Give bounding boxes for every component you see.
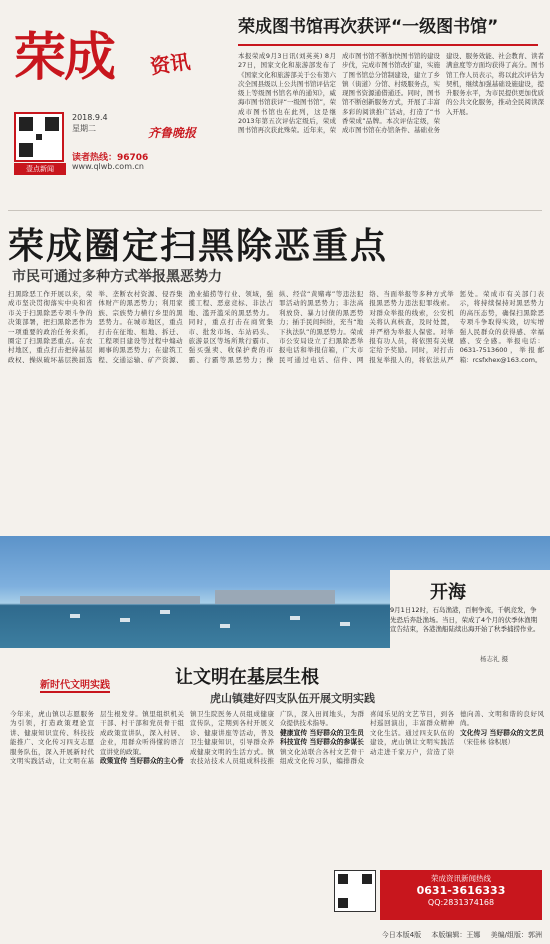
main-subheadline: 市民可通过多种方式举报黑恶势力: [12, 269, 222, 285]
boat: [70, 614, 80, 618]
boat: [220, 624, 230, 628]
boat: [120, 618, 130, 622]
ad-phone: 0631-3616333: [416, 884, 506, 897]
photo-headline: 开海: [430, 582, 466, 603]
top-article-headline: 荣成图书馆再次获评“一级图书馆”: [238, 17, 499, 37]
ad-title: 荣成资讯新闻热线: [431, 874, 491, 883]
news-hotline-ad: [380, 870, 542, 920]
brand-logo: 荣成: [14, 27, 115, 88]
footer-pages: 今日本版4版: [381, 931, 422, 939]
brand-sub-logo: 资讯: [148, 49, 192, 79]
footer-designer: 美编/组版：郭洲: [490, 931, 542, 939]
date: 2018.9.4: [72, 113, 108, 122]
culture-credit: （宋佳林 徐积展）: [460, 738, 515, 747]
section-heading-1: 政策宣传 当好群众的主心骨: [100, 757, 184, 766]
culture-subheadline: 虎山镇建好四支队伍开展文明实践: [210, 692, 375, 705]
skyline: [20, 596, 200, 604]
photo-credit: 杨志礼 摄: [480, 655, 509, 663]
qr-tag: 壹点新闻: [14, 163, 66, 175]
qr-code-icon: [334, 870, 376, 912]
ad-qq: QQ:2831374168: [427, 898, 495, 907]
top-article-body: 本报荣成9月3日讯(刘英英) 8月27日，国家文化和旅游部发布了《国家文化和旅游部关于公布第六次全国县级以上公共图书馆评估定级上等级图书馆名单的通知》，威海市图书馆获评“一级图书馆”，荣成市图书馆也在此列，这是继2013年第五次评估定级后，荣成图书馆再次获此殊荣。近年来，荣成市图书馆不断加快图书馆的建设步伐，完成市图书馆改扩建，实施了图书馆总分馆制建设，建立了乡镇（街道）分馆、村级服务点，实现图书资源通借通还。同时，图书馆不断创新服务方式，开展了丰富多彩的阅读推广活动，打造了“书香荣成”品牌。本次评估定级，荣成市图书馆在办馆条件、基础业务建设、服务效能、社会教育、读者满意度等方面均获得了高分。图书馆工作人员表示，将以此次评估为契机，继续加强基础设施建设，提升服务水平，为市民提供更加优质的公共文化服务，推动全民阅读深入开展。: [238, 52, 544, 135]
page-footer: [0, 926, 550, 944]
press-logo: 齐鲁晚报: [148, 126, 197, 140]
section-tag: 新时代文明实践: [40, 676, 110, 693]
boat: [160, 610, 170, 614]
skyline: [215, 590, 335, 604]
footer-editor: 本版编辑：王娜: [431, 931, 481, 939]
main-headline: 荣成圈定扫黑除恶重点: [8, 225, 389, 267]
divider: [8, 210, 542, 211]
culture-body-1: 今年来，虎山镇以志愿服务为引领，打造政策理论宣讲、健康知识宣传、科技技能推广、文化传习四支志愿服务队伍，深入开展新时代文明实践活动，让文明在基层生根发芽。镇里组织机关干部、村干部和党员骨干组成政策宣讲队，深入村居、企业，用群众听得懂的语言宣讲党的政策。: [10, 710, 184, 766]
qr-code-icon: [14, 112, 64, 162]
photo-caption: 9月1日12时，石岛渔港，百舸争流，千帆竞发，争先恐后奔赴渔场。当日，荣成了4个月的伏季休渔期宣告结束，各港渔船陆续出海开始了秋季捕捞作业。: [390, 606, 540, 634]
boat: [340, 622, 350, 626]
culture-headline: 让文明在基层生根: [175, 667, 319, 688]
weekday: 星期二: [72, 124, 96, 133]
section-heading-3: 科技宣传 当好群众的参谋长: [280, 738, 364, 747]
boat: [290, 616, 300, 620]
culture-body-2: 镇卫生院医务人员组成健康宣传队，定期到各村开展义诊、健康讲座等活动，普及卫生健康知识，引导群众养成健康文明的生活方式。镇农技站技术人员组成科技推广队，深入田间地头，为群众提供技术指导。: [190, 710, 364, 766]
culture-body-3: 镇文化站联合各村文艺骨干组成文化传习队，编排群众喜闻乐见的文艺节目，到各村巡回演出，丰富群众精神文化生活。通过四支队伍的建设，虎山镇让文明实践活动走进千家万户，营造了崇德向善、文明和谐的良好风尚。: [280, 710, 544, 766]
main-article-body: 扫黑除恶工作开展以来，荣成市坚决贯彻落实中央和省市关于扫黑除恶专项斗争的决策部署，把扫黑除恶作为一项重要的政治任务来抓，圈定了扫黑除恶重点。在农村地区，重点打击把持基层政权、操纵破坏基层换届选举、垄断农村资源、侵吞集体财产的黑恶势力；利用家族、宗族势力横行乡里的黑恶势力。在城市地区，重点打击在征地、租地、拆迁、工程项目建设等过程中煽动闹事的黑恶势力；在建筑工程、交通运输、矿产资源、渔业捕捞等行业、领域，强揽工程、恶意竞标、非法占地、滥开滥采的黑恶势力。同时，重点打击在商贸集市、批发市场、车站码头、旅游景区等场所欺行霸市、强买强卖、收保护费的市霸、行霸等黑恶势力；操纵、经营“黄赌毒”等违法犯罪活动的黑恶势力；非法高利放贷、暴力讨债的黑恶势力；插手民间纠纷，充当“地下执法队”的黑恶势力。荣成市公安局设立了扫黑除恶举报电话和举报信箱，广大市民可通过电话、信件、网络、当面举报等多种方式举报黑恶势力违法犯罪线索。对群众举报的线索，公安机关将认真核查，及时处置，并严格为举报人保密。对举报有功人员，将依照有关规定给予奖励。同时，对打击报复举报人的，将依法从严惩处。荣成市有关部门表示，将持续保持对黑恶势力的高压态势，确保扫黑除恶专项斗争取得实效，切实增强人民群众的获得感、幸福感、安全感。举报电话：0631-7513600，举报邮箱：rcsfxhex@163.com。: [8, 290, 544, 364]
website-link[interactable]: www.qlwb.com.cn: [72, 162, 144, 171]
section-heading-4: 文化传习 当好群众的文艺员: [460, 728, 544, 737]
reader-hotline: 读者热线：96706: [72, 153, 149, 163]
section-heading-2: 健康宣传 当好群众的卫生员: [280, 728, 364, 737]
top-article-header: [238, 10, 538, 46]
